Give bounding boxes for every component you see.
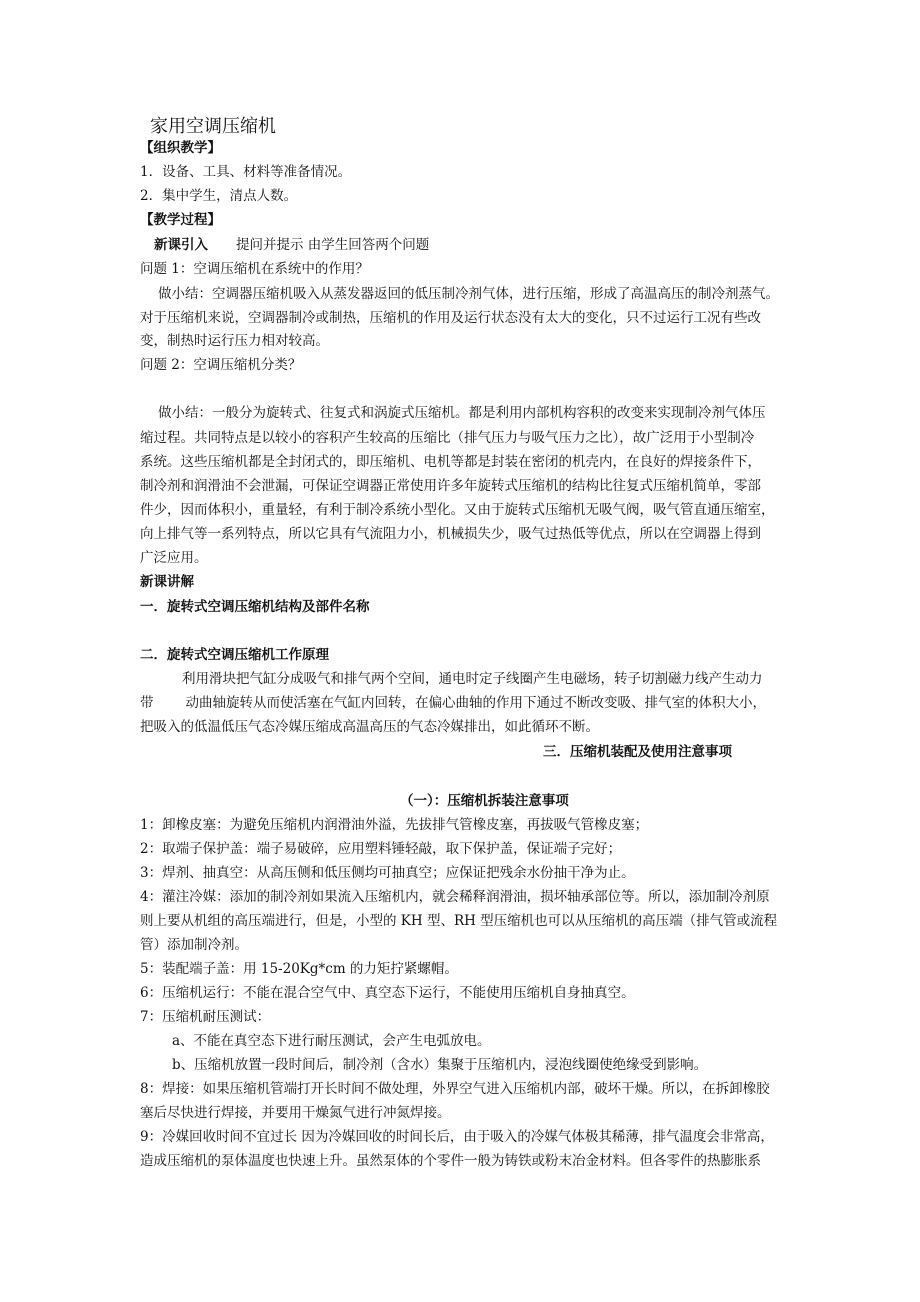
- section-2-heading: 二．旋转式空调压缩机工作原理: [140, 647, 329, 663]
- intro-text: 提问并提示 由学生回答两个问题: [236, 237, 430, 253]
- answer-1-line-3: 变，制热时运行压力相对较高。: [140, 333, 329, 349]
- answer-2-line-7: 广泛应用。: [140, 550, 208, 566]
- answer-2-line-4: 制冷剂和润滑油不会泄漏，可保证空调器正常使用许多年旋转式压缩机的结构比往复式压缩机简单，零部: [140, 478, 761, 494]
- intro-line: [154, 235, 429, 257]
- note-7b: b、压缩机放置一段时间后，制冷剂（含水）集聚于压缩机内，浸泡线圈使绝缘受到影响。: [172, 1057, 708, 1073]
- section-1-heading: 一．旋转式空调压缩机结构及部件名称: [140, 599, 370, 615]
- doc-title: 家用空调压缩机: [150, 116, 276, 137]
- note-8-line-1: 8：焊接：如果压缩机管端打开长时间不做处理，外界空气进入压缩机内部，破坏干燥。所以，在拆卸橡胶: [140, 1081, 770, 1097]
- section-3-heading: 三．压缩机装配及使用注意事项: [543, 744, 732, 760]
- answer-1-line-2: 对于压缩机来说，空调器制冷或制热，压缩机的作用及运行状态没有太大的变化，只不过运行工况有些改: [140, 310, 761, 326]
- answer-2-line-3: 系统。这些压缩机都是全封闭式的，即压缩机、电机等都是封装在密闭的机壳内，在良好的焊接条件下，: [140, 454, 761, 470]
- lecture-heading: 新课讲解: [140, 574, 194, 590]
- note-4-line-1: 4：灌注冷媒：添加的制冷剂如果流入压缩机内，就会稀释润滑油，损坏轴承部位等。所以，添加制冷剂原: [140, 889, 770, 905]
- note-8-line-2: 塞后尽快进行焊接，并要用干燥氮气进行冲氮焊接。: [140, 1105, 451, 1121]
- answer-1-line-1: 做小结：空调器压缩机吸入从蒸发器返回的低压制冷剂气体，进行压缩，形成了高温高压的制冷剂蒸气。: [158, 286, 779, 302]
- question-2: 问题 2：空调压缩机分类？: [140, 357, 302, 373]
- organize-item-2: 2．集中学生，清点人数。: [140, 188, 298, 204]
- note-1: 1：卸橡皮塞：为避免压缩机内润滑油外溢，先拔排气管橡皮塞，再拔吸气管橡皮塞；: [140, 817, 649, 833]
- note-9-line-1: 9：冷媒回收时间不宜过长 因为冷媒回收的时间长后，由于吸入的冷媒气体极其稀薄，排气温度会非常高，: [140, 1129, 774, 1145]
- section-2-line-3: 把吸入的低温低压气态冷媒压缩成高温高压的气态冷媒排出，如此循环不断。: [140, 719, 599, 735]
- answer-2-line-1: 做小结：一般分为旋转式、往复式和涡旋式压缩机。都是利用内部机构容积的改变来实现制冷剂气体压: [158, 405, 766, 421]
- note-5: 5：装配端子盖：用 15-20Kg*cm 的力矩拧紧螺帽。: [140, 961, 458, 977]
- intro-label: 新课引入: [154, 237, 208, 253]
- note-4-line-2: 则上要从机组的高压端进行，但是，小型的 KH 型、RH 型压缩机也可以从压缩机的高压端（排气管或流程: [140, 913, 778, 929]
- section-2-line-2: [140, 693, 766, 715]
- process-heading: 【教学过程】: [140, 212, 221, 228]
- note-3: 3：焊剂、抽真空：从高压侧和低压侧均可抽真空；应保证把残余水份抽干净为止。: [140, 865, 635, 881]
- note-6: 6：压缩机运行：不能在混合空气中、真空态下运行，不能使用压缩机自身抽真空。: [140, 985, 635, 1001]
- answer-2-line-6: 向上排气等一系列特点，所以它具有气流阻力小，机械损失少，吸气过热低等优点，所以在空调器上得到: [140, 526, 761, 542]
- organize-item-1: 1．设备、工具、材料等准备情况。: [140, 164, 352, 180]
- answer-2-line-2: 缩过程。共同特点是以较小的容积产生较高的压缩比（排气压力与吸气压力之比），故广泛用于小型制冷: [140, 430, 755, 446]
- subsection-1-heading: （一）：压缩机拆装注意事项: [400, 793, 569, 809]
- note-4-line-3: 管）添加制冷剂。: [140, 937, 248, 953]
- note-7a: a、不能在真空态下进行耐压测试，会产生电弧放电。: [172, 1033, 491, 1049]
- section-2-line-1: 利用滑块把气缸分成吸气和排气两个空间，通电时定子线圈产生电磁场，转子切割磁力线产生动力: [182, 671, 763, 687]
- answer-2-line-5: 件少，因而体积小，重量轻，有利于制冷系统小型化。又由于旋转式压缩机无吸气阀，吸气管直通压缩室，: [140, 502, 775, 518]
- note-2: 2：取端子保护盖：端子易破碎，应用塑料锤轻敲，取下保护盖，保证端子完好；: [140, 841, 622, 857]
- section-2-line-2b: 动曲轴旋转从而使活塞在气缸内回转，在偏心曲轴的作用下通过不断改变吸、排气室的体积大小，: [185, 695, 766, 711]
- note-9-line-2: 造成压缩机的泵体温度也快速上升。虽然泵体的个零件一般为铸铁或粉末冶金材料。但各零件的热膨胀系: [140, 1153, 761, 1169]
- section-2-line-2a: 带: [140, 695, 154, 711]
- question-1: 问题 1：空调压缩机在系统中的作用？: [140, 261, 369, 277]
- organize-heading: 【组织教学】: [140, 140, 221, 156]
- note-7: 7：压缩机耐压测试：: [140, 1009, 271, 1025]
